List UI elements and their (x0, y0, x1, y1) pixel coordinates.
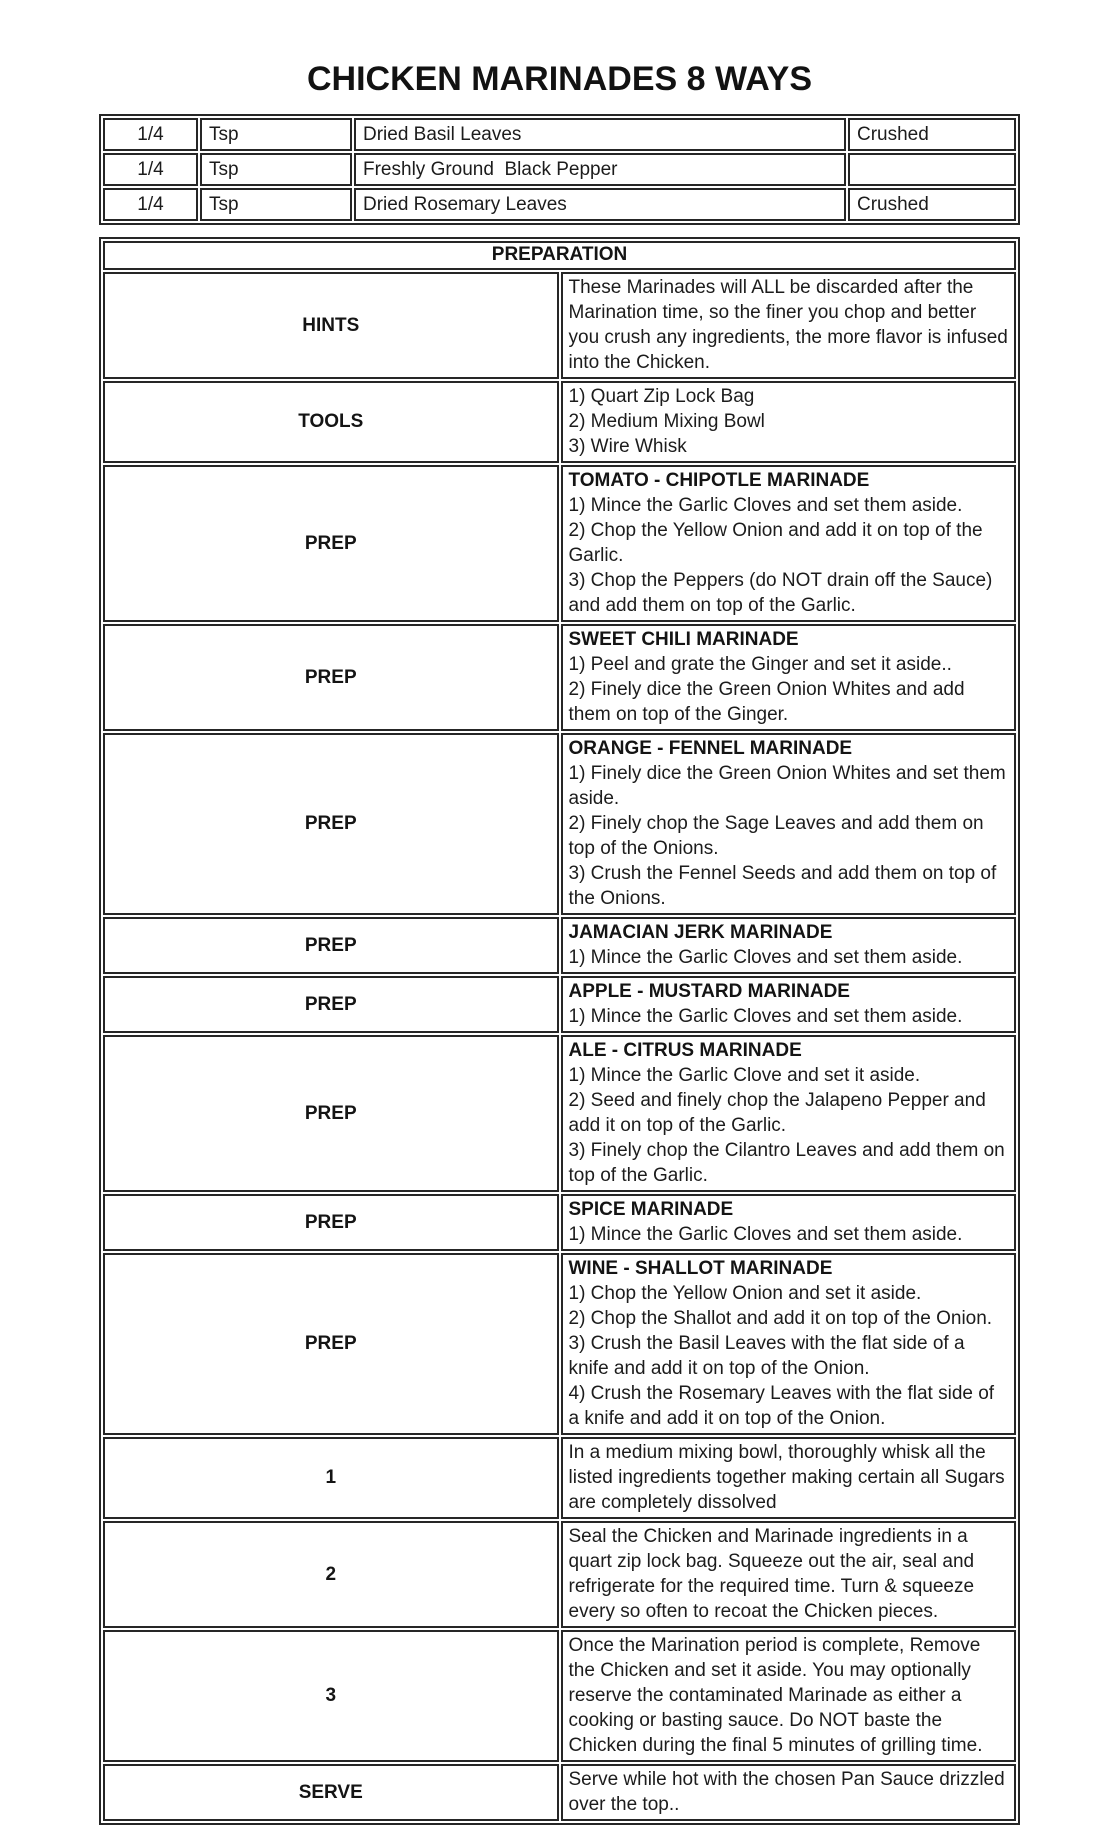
prep-row-ale-citrus (103, 1035, 1016, 1192)
row-label-tools: TOOLS (103, 381, 559, 463)
marinade-title: SPICE MARINADE (568, 1199, 734, 1220)
prep-step: 1) Mince the Garlic Cloves and set them aside. (568, 947, 963, 968)
row-label-serve: SERVE (103, 1764, 559, 1821)
step-text: Once the Marination period is complete, Remove the Chicken and set it aside. You may optionally reserve the contaminated Marinade as either a cooking or basting sauce. Do NOT baste the Chicken during the final 5 minutes of grilling time. (568, 1635, 983, 1756)
marinade-title: APPLE - MUSTARD MARINADE (568, 981, 850, 1002)
prep-step: 2) Chop the Yellow Onion and add it on top of the Garlic. (568, 520, 983, 566)
prep-step: 4) Crush the Rosemary Leaves with the flat side of a knife and add it on top of the Onion. (568, 1383, 995, 1429)
ingredient-note: Crushed (848, 188, 1016, 221)
row-label-prep: PREP (103, 1194, 559, 1251)
prep-step: 3) Crush the Fennel Seeds and add them on top of the Onions. (568, 863, 997, 909)
row-label-prep: PREP (103, 917, 559, 974)
step-number: 1 (103, 1437, 559, 1519)
prep-row-sweet-chili (103, 624, 1016, 731)
ingredient-qty: 1/4 (103, 188, 198, 221)
marinade-title: SWEET CHILI MARINADE (568, 629, 799, 650)
row-label-prep: PREP (103, 976, 559, 1033)
prep-step: 2) Finely dice the Green Onion Whites and add them on top of the Ginger. (568, 679, 965, 725)
serve-row (103, 1764, 1016, 1821)
prep-row-wine-shallot (103, 1253, 1016, 1435)
marinade-title: JAMACIAN JERK MARINADE (568, 922, 833, 943)
tools-row (103, 381, 1016, 463)
preparation-table (99, 237, 1020, 1825)
ingredient-qty: 1/4 (103, 153, 198, 186)
marinade-title: WINE - SHALLOT MARINADE (568, 1258, 833, 1279)
row-label-prep: PREP (103, 1035, 559, 1192)
step-number: 3 (103, 1630, 559, 1762)
ingredient-row (103, 118, 1016, 151)
prep-step: 1) Chop the Yellow Onion and set it aside. (568, 1283, 922, 1304)
prep-step: 2) Finely chop the Sage Leaves and add them on top of the Onions. (568, 813, 984, 859)
ingredient-note: Crushed (848, 118, 1016, 151)
tool-item: 2) Medium Mixing Bowl (568, 411, 765, 432)
recipe-sheet (99, 60, 1020, 1825)
step-text: Seal the Chicken and Marinade ingredients in a quart zip lock bag. Squeeze out the air, seal and refrigerate for the required time. Turn & squeeze every so often to recoat the Chicken pieces. (568, 1526, 975, 1622)
row-label-prep: PREP (103, 733, 559, 915)
hints-row (103, 272, 1016, 379)
prep-row-tomato-chipotle (103, 465, 1016, 622)
ingredient-unit: Tsp (200, 153, 352, 186)
preparation-header: PREPARATION (103, 241, 1016, 270)
row-label-prep: PREP (103, 465, 559, 622)
page-title: CHICKEN MARINADES 8 WAYS (306, 60, 813, 98)
ingredient-row (103, 188, 1016, 221)
hints-text: These Marinades will ALL be discarded after the Marination time, so the finer you chop and better you crush any ingredients, the more flavor is infused into the Chicken. (568, 277, 1008, 373)
step-1-row (103, 1437, 1016, 1519)
marinade-title: ORANGE - FENNEL MARINADE (568, 738, 853, 759)
marinade-title: ALE - CITRUS MARINADE (568, 1040, 802, 1061)
marinade-title: TOMATO - CHIPOTLE MARINADE (568, 470, 870, 491)
step-text: In a medium mixing bowl, thoroughly whisk all the listed ingredients together making certain all Sugars are completely dissolved (568, 1442, 1005, 1513)
prep-step: 1) Peel and grate the Ginger and set it aside.. (568, 654, 952, 675)
step-number: 2 (103, 1521, 559, 1628)
prep-step: 1) Mince the Garlic Cloves and set them aside. (568, 495, 963, 516)
serve-text: Serve while hot with the chosen Pan Sauce drizzled over the top.. (568, 1769, 1005, 1815)
row-label-prep: PREP (103, 624, 559, 731)
prep-step: 1) Mince the Garlic Cloves and set them aside. (568, 1224, 963, 1245)
prep-step: 1) Mince the Garlic Clove and set it aside. (568, 1065, 921, 1086)
ingredient-name: Dried Basil Leaves (354, 118, 846, 151)
prep-row-apple-mustard (103, 976, 1016, 1033)
step-3-row (103, 1630, 1016, 1762)
prep-step: 3) Chop the Peppers (do NOT drain off the Sauce) and add them on top of the Garlic. (568, 570, 993, 616)
prep-row-jamacian-jerk (103, 917, 1016, 974)
step-2-row (103, 1521, 1016, 1628)
ingredient-name: Freshly Ground Black Pepper (354, 153, 846, 186)
ingredient-qty: 1/4 (103, 118, 198, 151)
ingredient-name: Dried Rosemary Leaves (354, 188, 846, 221)
prep-step: 2) Seed and finely chop the Jalapeno Pepper and add it on top of the Garlic. (568, 1090, 986, 1136)
row-label-prep: PREP (103, 1253, 559, 1435)
tool-item: 1) Quart Zip Lock Bag (568, 386, 755, 407)
preparation-header-row (103, 241, 1016, 270)
prep-step: 1) Mince the Garlic Cloves and set them aside. (568, 1006, 963, 1027)
prep-step: 1) Finely dice the Green Onion Whites and set them aside. (568, 763, 1006, 809)
prep-step: 2) Chop the Shallot and add it on top of the Onion. (568, 1308, 993, 1329)
ingredients-table (99, 114, 1020, 225)
ingredient-note (848, 153, 1016, 186)
tool-item: 3) Wire Whisk (568, 436, 687, 457)
row-label-hints: HINTS (103, 272, 559, 379)
prep-row-orange-fennel (103, 733, 1016, 915)
ingredient-row (103, 153, 1016, 186)
prep-step: 3) Finely chop the Cilantro Leaves and add them on top of the Garlic. (568, 1140, 1005, 1186)
prep-row-spice (103, 1194, 1016, 1251)
ingredient-unit: Tsp (200, 118, 352, 151)
ingredient-unit: Tsp (200, 188, 352, 221)
prep-step: 3) Crush the Basil Leaves with the flat side of a knife and add it on top of the Onion. (568, 1333, 965, 1379)
